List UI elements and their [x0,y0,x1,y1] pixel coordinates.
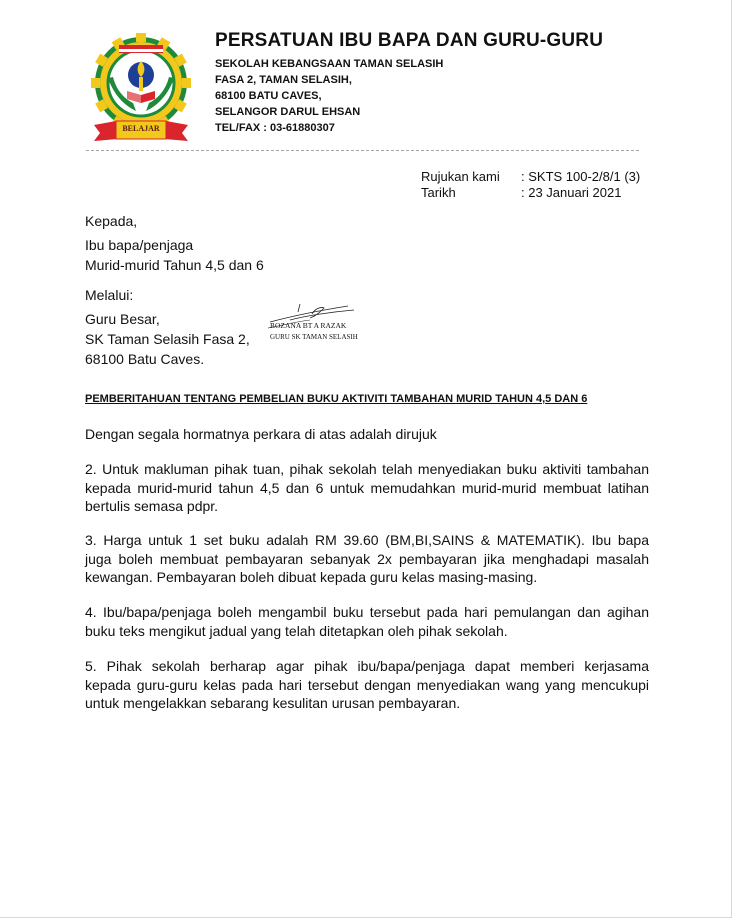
paragraph-line: 5. Pihak sekolah berharap agar pihak ibu/bapa/penjaga dapat memberi kerjasama [85,658,649,674]
phone-fax-line: TEL/FAX : 03-61880307 [215,122,335,134]
paragraph-line: kewangan. Pembayaran boleh dibuat kepada guru kelas masing-masing. [85,569,538,585]
ref-label: Rujukan kami [421,169,500,184]
paragraph-line: 3. Harga untuk 1 set buku adalah RM 39.60 (BM,BI,SAINS & MATEMATIK). Ibu bapa [85,532,649,548]
logo-motto-text: BELAJAR [122,124,160,133]
via-line: SK Taman Selasih Fasa 2, [85,331,250,347]
letterhead-divider [86,150,639,151]
paragraph-line: kepada murid-murid tahun 4,5 dan 6 untuk memudahkan murid-murid membuat latihan [85,479,649,496]
ref-value: : SKTS 100-2/8/1 (3) [521,169,641,184]
letter-subject: PEMBERITAHUAN TENTANG PEMBELIAN BUKU AKTIVITI TAMBAHAN MURID TAHUN 4,5 DAN 6 [85,393,588,405]
organization-address [215,56,443,136]
address-line-3: SELANGOR DARUL EHSAN [215,106,361,118]
via-block [85,309,250,369]
school-name-line: SEKOLAH KEBANGSAAN TAMAN SELASIH [215,58,444,70]
paragraph-line: 4. Ibu/bapa/penjaga boleh mengambil buku tersebut pada hari pemulangan dan agihan [85,604,649,620]
paragraph-5 [85,657,649,713]
via-line: 68100 Batu Caves. [85,351,205,367]
paragraph-line: juga boleh membuat pembayaran sebanyak 2x pembayaran jika menghadapi masalah [85,550,649,567]
paragraph-line: untuk mengelakkan sebarang kesulitan urusan pembayaran. [85,695,461,711]
paragraph-3 [85,531,649,587]
organization-title: PERSATUAN IBU BAPA DAN GURU-GURU [215,30,604,51]
paragraph-line: kepada guru-guru kelas pada hari tersebut dengan menyediakan wang yang mencukupi [85,676,649,693]
paragraph-line: 2. Untuk makluman pihak tuan, pihak sekolah telah menyediakan buku aktiviti tambahan [85,461,649,477]
recipient-block [85,235,264,275]
recipient-line: Ibu bapa/penjaga [85,237,194,253]
address-line-1: FASA 2, TAMAN SELASIH, [215,74,352,86]
reference-values [521,169,640,201]
salutation: Kepada, [85,213,138,229]
paragraph-line: Dengan segala hormatnya perkara di atas adalah dirujuk [85,426,437,442]
signatory-name: ROZANA BT A RAZAK [270,321,347,330]
signatory-title: GURU SK TAMAN SELASIH [270,333,358,341]
paragraph-line: bertulis semasa pdpr. [85,498,219,514]
via-label: Melalui: [85,287,134,303]
date-value: : 23 Januari 2021 [521,185,622,200]
paragraph-line: buku teks mengikut jadual yang telah ditetapkan oleh pihak sekolah. [85,622,508,639]
via-line: Guru Besar, [85,311,160,327]
date-label: Tarikh [421,185,456,200]
recipient-line: Murid-murid Tahun 4,5 dan 6 [85,257,264,273]
paragraph-4 [85,603,649,640]
paragraph-1 [85,425,649,444]
paragraph-2 [85,460,649,516]
reference-labels [421,169,500,201]
address-line-2: 68100 BATU CAVES, [215,90,322,102]
